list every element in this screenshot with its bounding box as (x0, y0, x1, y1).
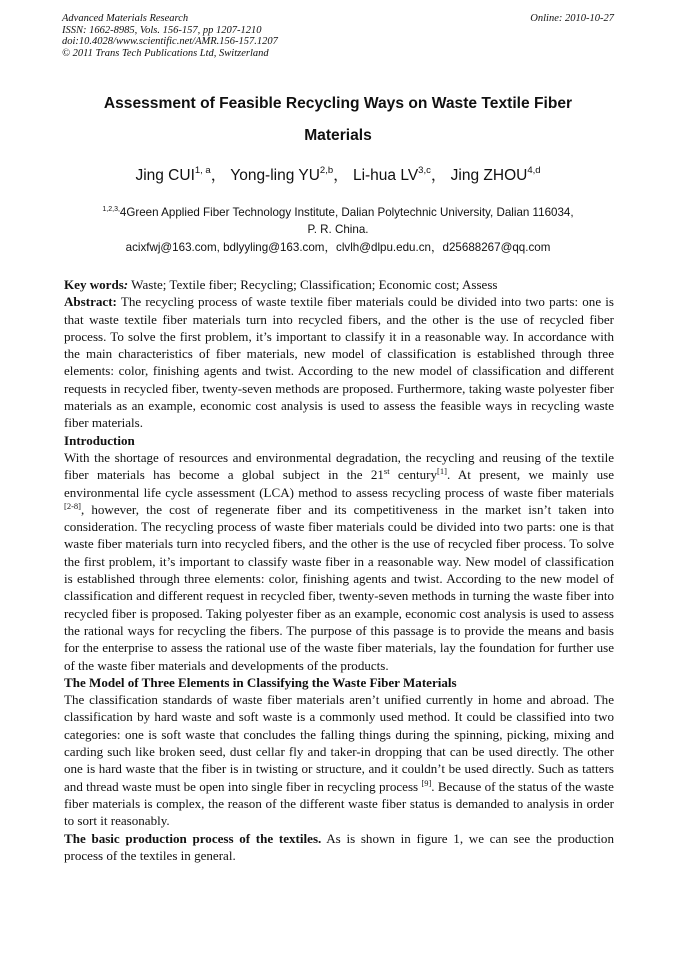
model-section-paragraph (64, 691, 614, 829)
production-paragraph (64, 830, 614, 865)
online-date: Online: 2010-10-27 (530, 13, 614, 24)
affiliation-country: P. R. China. (307, 223, 369, 237)
author-affiliation-sup: 3,c (418, 165, 431, 176)
author-list (62, 166, 614, 186)
author-name: Li-hua LV (352, 167, 419, 184)
citation-ref: [9] (421, 777, 432, 788)
issn-line: ISSN: 1662-8985, Vols. 156-157, pp 1207-1210 (62, 24, 262, 36)
author-name: Jing ZHOU (450, 167, 528, 184)
abstract-label: Abstract: (64, 294, 117, 310)
citation-ref: [2-8] (64, 500, 81, 511)
abstract-text: The recycling process of waste textile fiber materials could be divided into two parts: one is that waste textile fiber materials turn into recycled fibers, and the other is the use of recycled fiber process. To solve the first problem, it’s important to classify it in a reasonable way. In accordance with the main characteristics of fiber materials, new model of classification is established through three elements: color, finishing agents and twist. According to the new model of classification and different requests in recycled fiber, twenty-seven methods are proposed. Furthermore, taking waste polyester fiber materials as an example, economic cost analysis is used to assess the feasible ways in recycling waste fiber materials. (64, 294, 614, 431)
affiliation-text: 4Green Applied Fiber Technology Institute, Dalian Polytechnic University, Dalian 116034, (119, 206, 574, 219)
keywords-label: Key words (64, 277, 124, 292)
journal-name: Advanced Materials Research (62, 13, 189, 24)
production-label: The basic production process of the textiles. (64, 830, 322, 846)
copyright-line: © 2011 Trans Tech Publications Ltd, Switzerland (62, 47, 269, 59)
author-affiliation-sup: 2,b (319, 165, 334, 176)
paper-body (64, 276, 614, 864)
citation-ref: [1] (437, 466, 447, 477)
introduction-heading: Introduction (64, 432, 135, 448)
section-text: The classification standards of waste fiber materials aren’t unified currently in home and abroad. The classification by hard waste and soft waste is a commonly used method. It could be classified into two categories: one is soft waste that concludes the falling things during the spinning, picking, mixing and carding such like broken seed, dust cellar fly and taker-in dropping that can be used directly. The other one is hard waste that the fiber is in twisting or structure, and it couldn’t be used directly. Such as tatters and thread waste must be open into single fiber in recycling process (64, 692, 614, 794)
title-line-2: Materials (304, 127, 372, 144)
paper-title (62, 88, 614, 152)
abstract-paragraph (64, 293, 614, 431)
author-affiliation-sup: 4,d (527, 165, 541, 176)
affiliation-line (62, 204, 614, 221)
keywords-text: Waste; Textile fiber; Recycling; Classification; Economic cost; Assess (128, 277, 498, 292)
keywords-colon: : (123, 277, 129, 292)
author-affiliation-sup: 1, a (194, 165, 211, 176)
author-separator: ， (430, 167, 447, 184)
author-name: Yong-ling YU (230, 167, 320, 184)
doi-line: doi:10.4028/www.scientific.net/AMR.156-157.1207 (62, 36, 278, 48)
affiliation-sup: 1,2,3, (102, 206, 120, 213)
section-text: . Because of the status of the waste fiber materials is complex, the reason of the different waste fiber status is demanded to analysis in order to sort it reasonably. (64, 778, 614, 829)
author-name: Jing CUI (135, 167, 195, 184)
affiliation-block (62, 204, 614, 256)
intro-text: century (389, 467, 438, 483)
intro-text: . At present, we mainly use environmental life cycle assessment (LCA) method to assess recycling process of waste fiber materials (64, 467, 614, 500)
intro-text: , however, the cost of regenerate fiber and its competitiveness in the market isn’t taken into consideration. The recycling process of waste fiber materials could be divided into two parts: one is that waste fiber materials turn into recycled fibers, and the other is the use of recycled fiber process. To solve the first problem, it’s important to classify waste fiber in a reasonable way. New model of classification is established through three elements: color, finishing agents and twist. According to the new model of classification and different request in recycled fiber, twenty-seven methods in turning the waste fiber into recycled fiber is proposed. Taking polyester fiber as an example, economic cost analysis is used to assess the rational ways for recycling the fibers. The purpose of this passage is to provide the means and basis for the enterprise to assess the rational use of the waste fiber materials, lay the foundation for further use of the waste fiber materials and developments of the products. (64, 501, 614, 673)
model-section-heading: The Model of Three Elements in Classifying the Waste Fiber Materials (64, 674, 457, 690)
publication-header (62, 13, 614, 59)
ordinal-sup: st (383, 466, 390, 477)
introduction-paragraph (64, 449, 614, 674)
author-separator: ， (210, 167, 227, 184)
author-separator: ， (333, 167, 349, 184)
intro-text: With the shortage of resources and environmental degradation, the recycling and reusing of the textile fiber materials has become a global subject in the 21 (64, 449, 614, 483)
author-emails: acixfwj@163.com, bdlyyling@163.com，clvlh@dlpu.edu.cn，d25688267@qq.com (125, 240, 551, 254)
production-text: As is shown in figure 1, we can see the production process of the textiles in general. (64, 830, 614, 863)
title-line-1: Assessment of Feasible Recycling Ways on Waste Textile Fiber (103, 95, 573, 112)
keywords-paragraph (64, 276, 614, 293)
